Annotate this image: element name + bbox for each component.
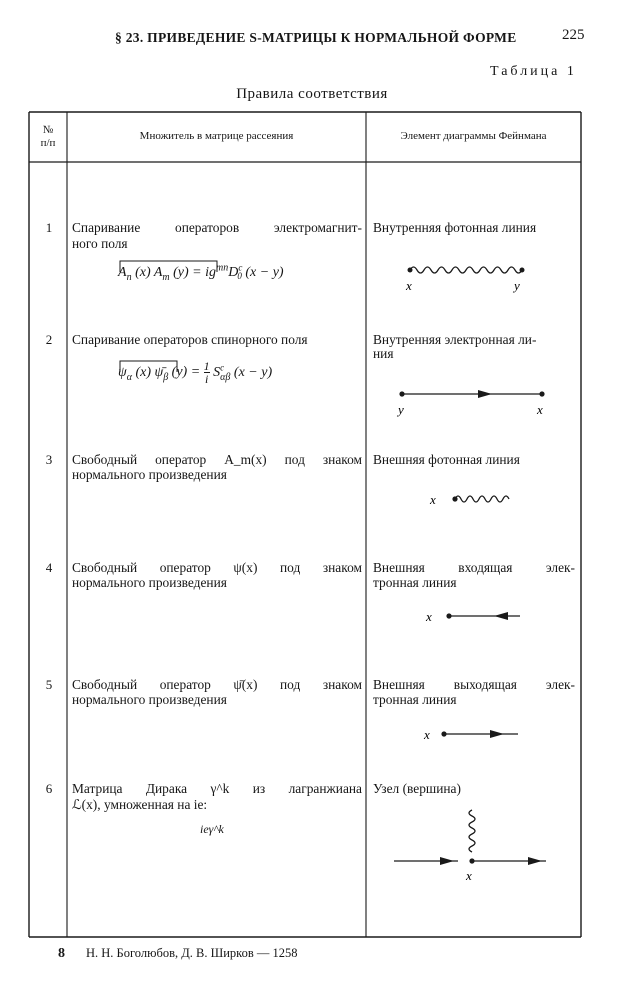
row-6-formula: ieγ^k xyxy=(200,822,224,836)
row-5-element-line2: тронная линия xyxy=(373,692,457,707)
row-2-element-line2: ния xyxy=(373,346,394,361)
row-2-element-line1: Внутренняя электронная ли- xyxy=(373,332,537,347)
row-6-text-line1: Матрица Дирака γ^k из лагранжиана xyxy=(72,781,362,796)
contraction-bracket xyxy=(119,259,219,273)
row-3-text-line1: Свободный оператор A_m(x) под знаком xyxy=(72,452,362,467)
row-1-label-left: x xyxy=(406,278,412,293)
row-4-text-line2: нормального произведения xyxy=(72,575,227,590)
row-4-text-line1: Свободный оператор ψ(x) под знаком xyxy=(72,560,362,575)
row-2-label-right: x xyxy=(537,402,543,417)
row-4-element-line1: Внешняя входящая элек- xyxy=(373,560,575,575)
col-header-factor: Множитель в матрице рассеяния xyxy=(139,130,294,142)
row-number: 2 xyxy=(45,332,53,347)
row-5-text-line1: Свободный оператор ψ̄(x) под знаком xyxy=(72,677,362,692)
row-5-text-line2: нормального произведения xyxy=(72,692,227,707)
photon-external-line-icon xyxy=(424,488,524,512)
row-number: 6 xyxy=(45,781,53,796)
table-label: Таблица 1 xyxy=(490,64,577,79)
row-3-element-line1: Внешняя фотонная линия xyxy=(373,452,520,467)
row-5-element-line1: Внешняя выходящая элек- xyxy=(373,677,575,692)
row-5-label-left: x xyxy=(424,727,430,742)
row-2-label-left: y xyxy=(398,402,404,417)
row-4-label-left: x xyxy=(426,609,432,624)
signature-number: 8 xyxy=(58,946,65,961)
footer-imprint: Н. Н. Боголюбов, Д. В. Ширков — 1258 xyxy=(86,946,298,960)
row-1-text-line1: Спаривание операторов электромагнит- xyxy=(72,220,362,235)
row-number: 3 xyxy=(45,452,53,467)
running-title: § 23. ПРИВЕДЕНИЕ S-МАТРИЦЫ К НОРМАЛЬНОЙ ФОРМЕ xyxy=(115,30,517,45)
row-3-label-left: x xyxy=(430,492,436,507)
page-number: 225 xyxy=(562,27,585,43)
row-2-text-line1: Спаривание операторов спинорного поля xyxy=(72,332,308,347)
row-6-label-left: x xyxy=(466,868,472,883)
row-number: 5 xyxy=(45,677,53,692)
photon-internal-line-icon xyxy=(396,258,536,296)
col-header-number xyxy=(29,124,67,150)
vertex-node-icon xyxy=(386,806,556,886)
electron-outgoing-line-icon xyxy=(420,722,530,746)
row-3-text-line2: нормального произведения xyxy=(72,467,227,482)
row-2-formula: $\psi_\alpha$ (x) $\psī_\beta$ (y) = $\frac{1}{i}$ $S^c_{\alpha\beta}$ (x − y) xyxy=(118,359,273,386)
col-header-number-line1: № xyxy=(42,124,54,136)
row-1-label-right: y xyxy=(514,278,520,293)
row-number: 1 xyxy=(45,220,53,235)
col-header-number-line2: п/п xyxy=(40,137,56,149)
row-1-formula: $A_n$ (x) $A_m$ $(y) = ig^{mn}D^c_0$ (x − y) xyxy=(118,262,284,282)
row-number: 4 xyxy=(45,560,53,575)
row-4-element-line2: тронная линия xyxy=(373,575,457,590)
electron-incoming-line-icon xyxy=(420,604,530,628)
row-6-element-line1: Узел (вершина) xyxy=(373,781,461,796)
row-1-text-line2: ного поля xyxy=(72,236,128,251)
electron-internal-line-icon xyxy=(392,384,552,420)
row-1-element-line1: Внутренняя фотонная линия xyxy=(373,220,537,235)
col-header-element: Элемент диаграммы Фейнмана xyxy=(400,130,547,142)
row-6-text-line2: ℒ(x), умноженная на ie: xyxy=(72,797,208,812)
table-title: Правила соответствия xyxy=(236,86,388,102)
contraction-bracket xyxy=(119,359,179,373)
